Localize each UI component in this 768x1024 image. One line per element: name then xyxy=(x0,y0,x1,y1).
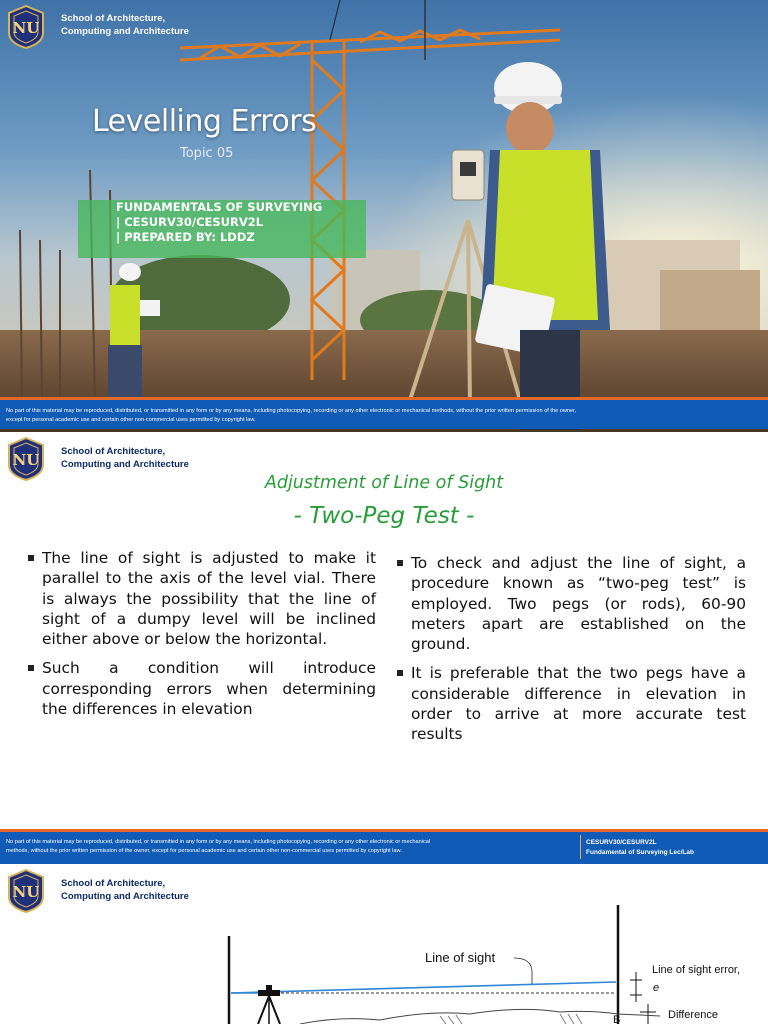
school-name-line1: School of Architecture, xyxy=(61,13,166,24)
bullet-item xyxy=(28,548,376,649)
ground-profile xyxy=(300,1009,660,1024)
course-info-box xyxy=(78,200,366,258)
topic-number: Topic 05 xyxy=(180,146,234,161)
copyright-line2: except for personal academic use and certain other non-commercial uses permitted by copyright law. xyxy=(6,417,256,423)
course-code-block xyxy=(586,838,694,858)
course-info-line: FUNDAMENTALS OF SURVEYING xyxy=(116,200,323,214)
svg-text:NU: NU xyxy=(12,19,40,37)
course-info-line: | CESURV30/CESURV2L xyxy=(116,215,264,229)
course-code: CESURV30/CESURV2L xyxy=(586,839,657,846)
svg-text:NU: NU xyxy=(12,883,40,901)
school-name-line2: Computing and Architecture xyxy=(61,891,189,902)
line-of-sight-label: Line of sight xyxy=(425,950,496,965)
course-name: Fundamental of Surveying Lec/Lab xyxy=(586,849,694,856)
copyright-footer xyxy=(0,832,768,864)
bullet-text: To check and adjust the line of sight, a procedure known as “two-peg test” is employed. Two pegs (or rods), 60-90 meters apart are established on the ground. xyxy=(411,554,746,654)
course-info-line: | PREPARED BY: LDDZ xyxy=(116,230,255,244)
bullet-text: Such a condition will introduce corresponding errors when determining the differences in elevation xyxy=(42,659,376,719)
bullet-text: The line of sight is adjusted to make it parallel to the axis of the level vial. There is always the possibility that the line of sight of a dumpy level will be inclined either above or below the horizontal. xyxy=(42,549,376,649)
copyright-footer xyxy=(0,400,768,429)
copyright-line2: methods, without the prior written permission of the owner, except for personal academic use and certain other non-commercial uses permitted by copyright law. xyxy=(6,848,402,854)
dumpy-level-icon xyxy=(258,985,280,1024)
school-name-line1: School of Architecture, xyxy=(61,878,166,889)
copyright-line1: No part of this material may be reproduced, distributed, or transmitted in any form or by any means, including photocopying, recording or any other electronic or mechanical xyxy=(6,839,431,845)
two-peg-test-diagram xyxy=(0,864,768,1024)
svg-text:NU: NU xyxy=(12,451,40,469)
error-symbol-label: e xyxy=(653,982,660,994)
university-seal-logo xyxy=(7,5,45,49)
copyright-line1: No part of this material may be reproduced, distributed, or transmitted in any form or by any means, including photocopying, recording or any other electronic or mechanical methods, without the prior written permission of the owner, xyxy=(6,408,577,414)
error-dimension-marker xyxy=(630,972,642,1002)
school-name-line2: Computing and Architecture xyxy=(61,459,189,470)
line-of-sight xyxy=(231,982,616,993)
square-bullet-icon xyxy=(397,560,403,566)
ground-hatching xyxy=(440,1014,582,1024)
point-b-label: B xyxy=(613,1014,621,1024)
two-peg-diagram-slide xyxy=(0,864,768,1024)
square-bullet-icon xyxy=(28,665,34,671)
bullet-text: It is preferable that the two pegs have a considerable difference in elevation in order to arrive at more accurate test results xyxy=(411,664,746,744)
school-name-line1: School of Architecture, xyxy=(61,446,166,457)
bullet-item xyxy=(397,553,746,654)
two-peg-test-slide xyxy=(0,432,768,864)
left-bullet-column xyxy=(28,548,376,728)
square-bullet-icon xyxy=(397,670,403,676)
bullet-item xyxy=(397,663,746,744)
difference-label: Difference xyxy=(668,1009,718,1021)
square-bullet-icon xyxy=(28,555,34,561)
bullet-item xyxy=(28,658,376,719)
footer-divider xyxy=(580,835,581,859)
slide-heading: Adjustment of Line of Sight xyxy=(264,473,504,493)
right-bullet-column xyxy=(397,553,746,754)
presentation-title: Levelling Errors xyxy=(92,104,317,139)
label-leader xyxy=(514,958,532,984)
school-name xyxy=(61,445,189,471)
school-name-line2: Computing and Architecture xyxy=(61,26,189,37)
slide-subheading: - Two-Peg Test - xyxy=(293,503,475,529)
footer-accent-stripe xyxy=(0,397,768,400)
line-of-sight-error-label: Line of sight error, xyxy=(652,964,741,976)
difference-dimension-marker xyxy=(640,1004,656,1024)
school-name xyxy=(61,12,189,38)
title-slide xyxy=(0,0,768,432)
